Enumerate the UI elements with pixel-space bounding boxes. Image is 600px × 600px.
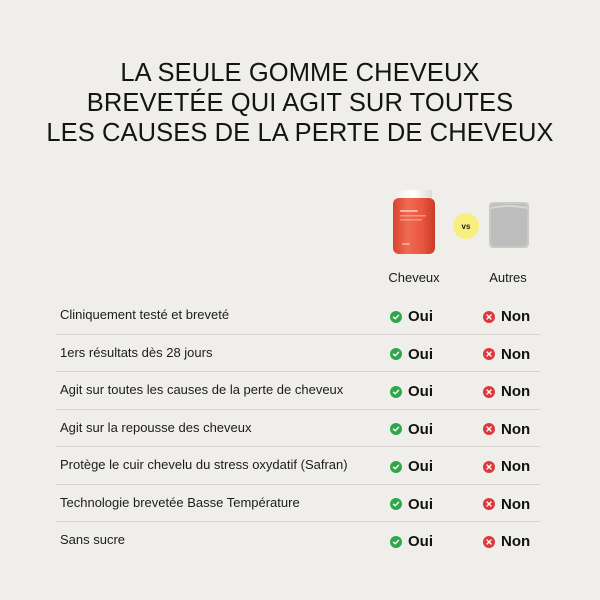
row-label: Sans sucre [60, 532, 126, 547]
headline [0, 58, 600, 148]
yes-label: Oui [408, 308, 433, 325]
table-row [56, 410, 540, 448]
yes-label: Oui [408, 345, 433, 363]
headline-line-1: LA SEULE GOMME CHEVEUX [120, 59, 480, 87]
table-row [56, 372, 540, 410]
row-label: Protège le cuir chevelu du stress oxydatif (Safran) [60, 457, 348, 472]
yes-label: Oui [408, 533, 433, 550]
yes-label: Oui [408, 420, 433, 438]
x-circle-icon [483, 386, 495, 398]
check-circle-icon [390, 461, 402, 473]
yes-cell [390, 458, 433, 475]
yes-cell [390, 496, 433, 513]
no-label: Non [501, 458, 531, 475]
x-circle-icon [483, 461, 495, 473]
row-label: Agit sur la repousse des cheveux [60, 419, 252, 435]
no-cell [483, 421, 530, 438]
x-circle-icon [483, 311, 495, 323]
x-circle-icon [483, 536, 495, 548]
yes-label: Oui [408, 458, 433, 475]
yes-cell [390, 383, 433, 400]
row-label: Cliniquement testé et breveté [60, 307, 230, 322]
x-circle-icon [483, 348, 495, 360]
yes-cell [390, 421, 433, 438]
x-circle-icon [483, 498, 495, 510]
check-circle-icon [390, 423, 402, 435]
no-cell [483, 496, 530, 513]
no-label: Non [501, 308, 531, 325]
row-label: 1ers résultats dès 28 jours [60, 344, 213, 360]
no-label: Non [501, 533, 531, 550]
table-row [56, 335, 540, 373]
no-cell [483, 533, 530, 550]
no-label: Non [501, 495, 531, 513]
row-label: Agit sur toutes les causes de la perte de cheveux [60, 382, 344, 397]
check-circle-icon [390, 386, 402, 398]
column-header-cheveux: Cheveux [388, 270, 440, 285]
check-circle-icon [390, 311, 402, 323]
no-label: Non [501, 420, 531, 438]
no-label: Non [501, 383, 531, 400]
check-circle-icon [390, 536, 402, 548]
yes-cell [390, 346, 433, 363]
table-row [56, 297, 540, 335]
yes-cell [390, 308, 433, 325]
no-cell [483, 458, 530, 475]
yes-cell [390, 533, 433, 550]
no-label: Non [501, 345, 531, 363]
no-cell [483, 346, 530, 363]
column-header-autres: Autres [489, 270, 527, 285]
no-cell [483, 383, 530, 400]
competitor-box-image [488, 200, 530, 250]
vs-badge: vs [453, 213, 479, 239]
table-row [56, 522, 540, 560]
headline-line-3: LES CAUSES DE LA PERTE DE CHEVEUX [46, 119, 554, 147]
yes-label: Oui [408, 495, 433, 513]
check-circle-icon [390, 498, 402, 510]
headline-line-2: BREVETÉE QUI AGIT SUR TOUTES [86, 89, 514, 117]
product-jar-image [390, 188, 438, 256]
check-circle-icon [390, 348, 402, 360]
table-row [56, 447, 540, 485]
row-label: Technologie brevetée Basse Température [60, 494, 300, 510]
comparison-table [56, 297, 540, 560]
no-cell [483, 308, 530, 325]
x-circle-icon [483, 423, 495, 435]
table-row [56, 485, 540, 523]
yes-label: Oui [408, 383, 433, 400]
